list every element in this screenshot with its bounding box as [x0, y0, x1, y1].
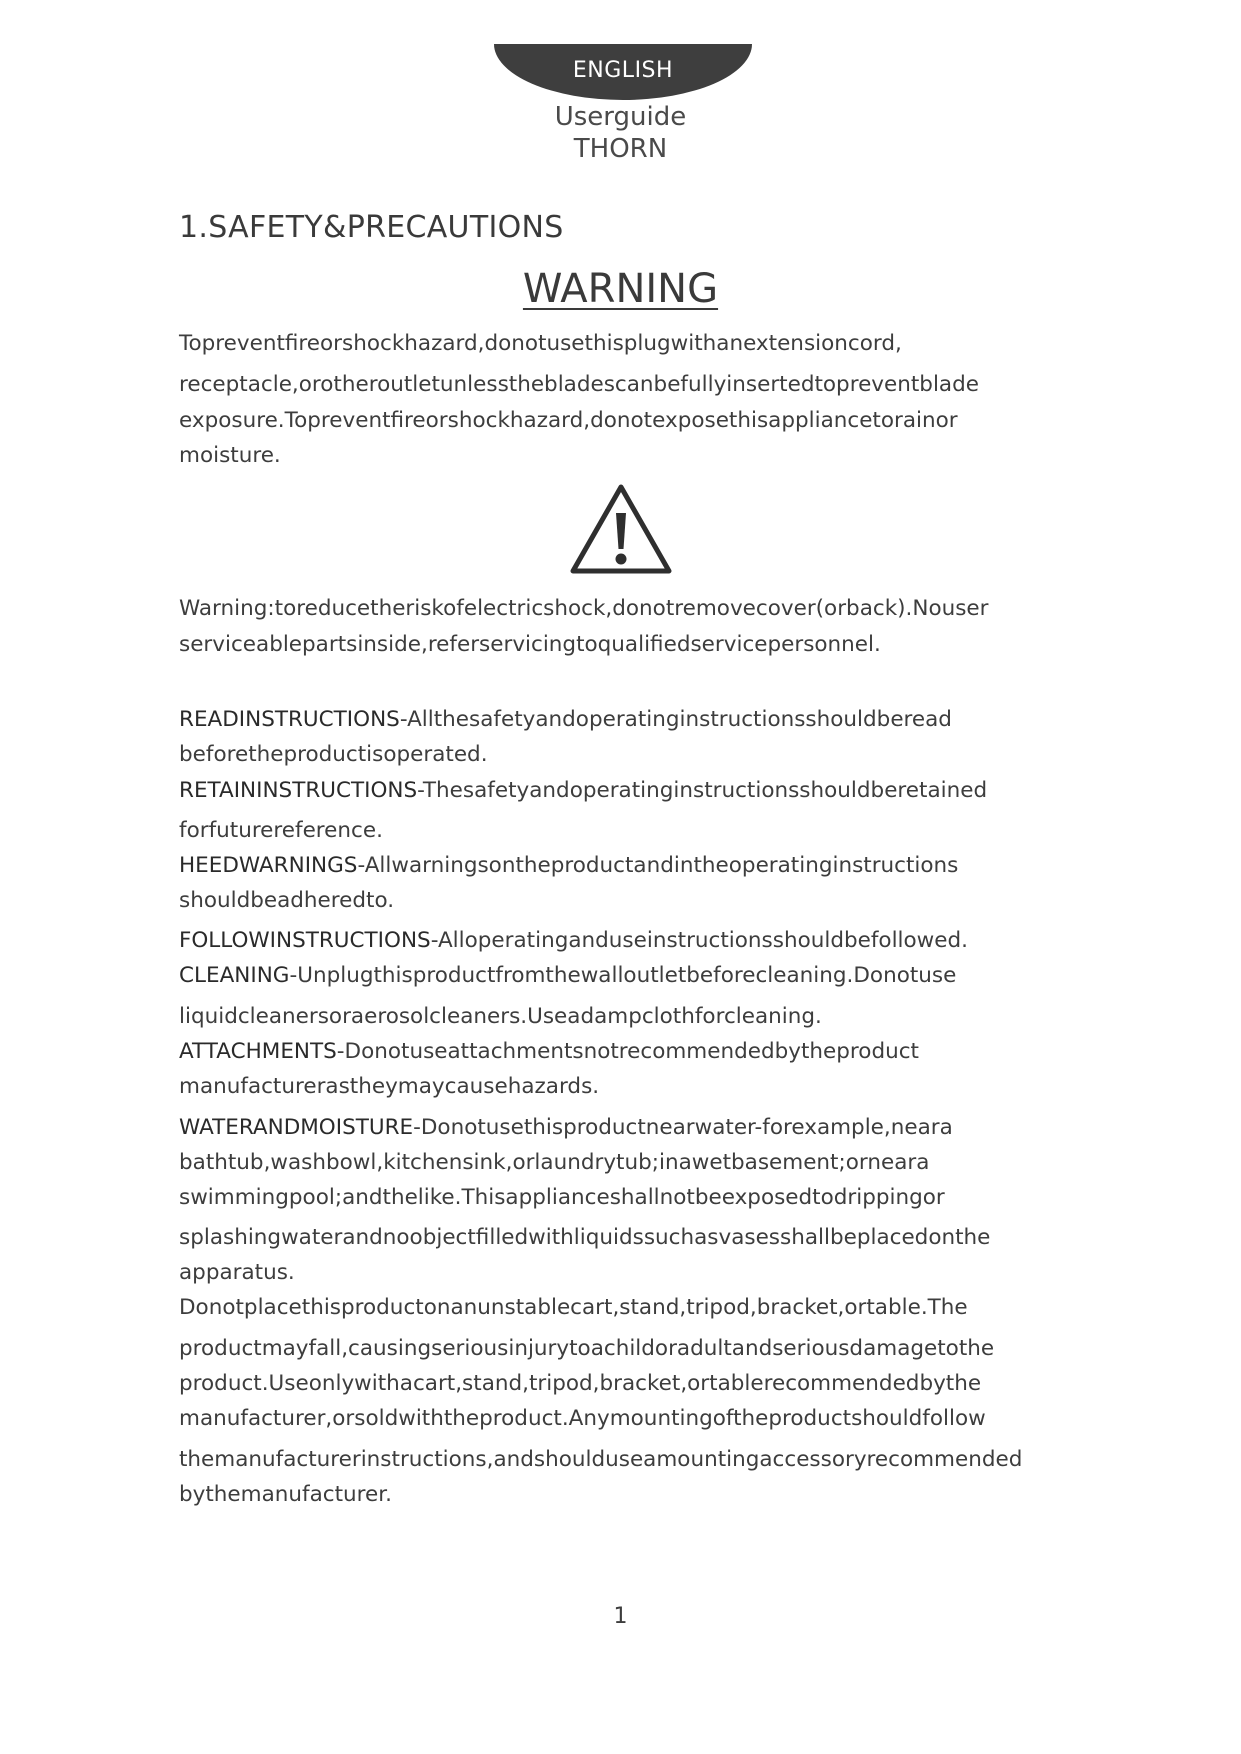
warning-triangle-icon [569, 483, 673, 575]
instruction-line: bythemanufacturer. [179, 1482, 392, 1507]
instruction-line: manufacturer,orsoldwiththeproduct.Anymountingoftheproductshouldfollow [179, 1406, 986, 1431]
instruction-line: apparatus. [179, 1260, 295, 1285]
instruction-line [179, 963, 956, 988]
instruction-text: -Donotusethisproductnearwater-forexample,neara [413, 1115, 953, 1140]
paragraph1-line-4: moisture. [179, 443, 281, 468]
instruction-heading: WATERANDMOISTURE [179, 1115, 414, 1140]
instruction-line [179, 853, 958, 878]
instruction-line: product.Useonlywithacart,stand,tripod,bracket,ortablerecommendedbythe [179, 1371, 982, 1396]
paragraph1-line-3: exposure.Topreventfireorshockhazard,donotexposethisappliancetorainor [179, 408, 958, 433]
instruction-line [179, 928, 968, 953]
instruction-line [179, 1039, 919, 1064]
doc-type-label: Userguide [554, 102, 687, 132]
instruction-line: bathtub,washbowl,kitchensink,orlaundrytub;inawetbasement;orneara [179, 1150, 930, 1175]
instruction-line: beforetheproductisoperated. [179, 742, 488, 767]
instruction-heading: ATTACHMENTS [179, 1039, 337, 1064]
instruction-heading: READINSTRUCTIONS [179, 707, 400, 732]
instruction-line: liquidcleanersoraerosolcleaners.Useadampclothforcleaning. [179, 1004, 822, 1029]
paragraph2-line-1: Warning:toreducetheriskofelectricshock,donotremovecover(orback).Nouser [179, 596, 989, 621]
instruction-text: -Allthesafetyandoperatinginstructionsshouldberead [399, 707, 952, 732]
instruction-line: swimmingpool;andthelike.Thisapplianceshallnotbeexposedtodrippingor [179, 1185, 945, 1210]
instruction-line [179, 778, 987, 803]
paragraph2-line-2: serviceablepartsinside,referservicingtoqualifiedservicepersonnel. [179, 632, 881, 657]
instruction-line: shouldbeadheredto. [179, 888, 395, 913]
instruction-text: -Allwarningsontheproductandintheoperatinginstructions [357, 853, 959, 878]
instruction-heading: CLEANING [179, 963, 290, 988]
instruction-line: Donotplacethisproductonanunstablecart,stand,tripod,bracket,ortable.The [179, 1295, 968, 1320]
model-name: THORN [573, 134, 668, 164]
instruction-heading: HEEDWARNINGS [179, 853, 358, 878]
instruction-line: manufacturerastheymaycausehazards. [179, 1074, 600, 1099]
page-number: 1 [613, 1604, 628, 1629]
paragraph1-line-1: Topreventfireorshockhazard,donotusethisplugwithanextensioncord, [179, 331, 902, 356]
instruction-text: -Donotuseattachmentsnotrecommendedbytheproduct [336, 1039, 919, 1064]
instruction-heading: FOLLOWINSTRUCTIONS [179, 928, 431, 953]
paragraph1-line-2: receptacle,orotheroutletunlessthebladescanbefullyinsertedtopreventblade [179, 372, 979, 397]
instruction-line [179, 707, 952, 732]
instruction-text: -Thesafetyandoperatinginstructionsshouldberetained [417, 778, 988, 803]
instruction-text: -Unplugthisproductfromthewalloutletbeforecleaning.Donotuse [289, 963, 957, 988]
instruction-text: -Alloperatinganduseinstructionsshouldbefollowed. [430, 928, 968, 953]
instruction-line [179, 1115, 953, 1140]
warning-title: WARNING [522, 266, 719, 312]
instruction-line: forfuturereference. [179, 818, 383, 843]
instruction-line: splashingwaterandnoobjectfilledwithliquidssuchasvasesshallbeplacedonthe [179, 1225, 991, 1250]
language-label: ENGLISH [572, 58, 674, 83]
instruction-heading: RETAININSTRUCTIONS [179, 778, 418, 803]
section-title: 1.SAFETY&PRECAUTIONS [179, 210, 564, 245]
instruction-line: themanufacturerinstructions,andshoulduseamountingaccessoryrecommended [179, 1447, 1023, 1472]
instruction-line: productmayfall,causingseriousinjurytoachildoradultandseriousdamagetothe [179, 1336, 995, 1361]
